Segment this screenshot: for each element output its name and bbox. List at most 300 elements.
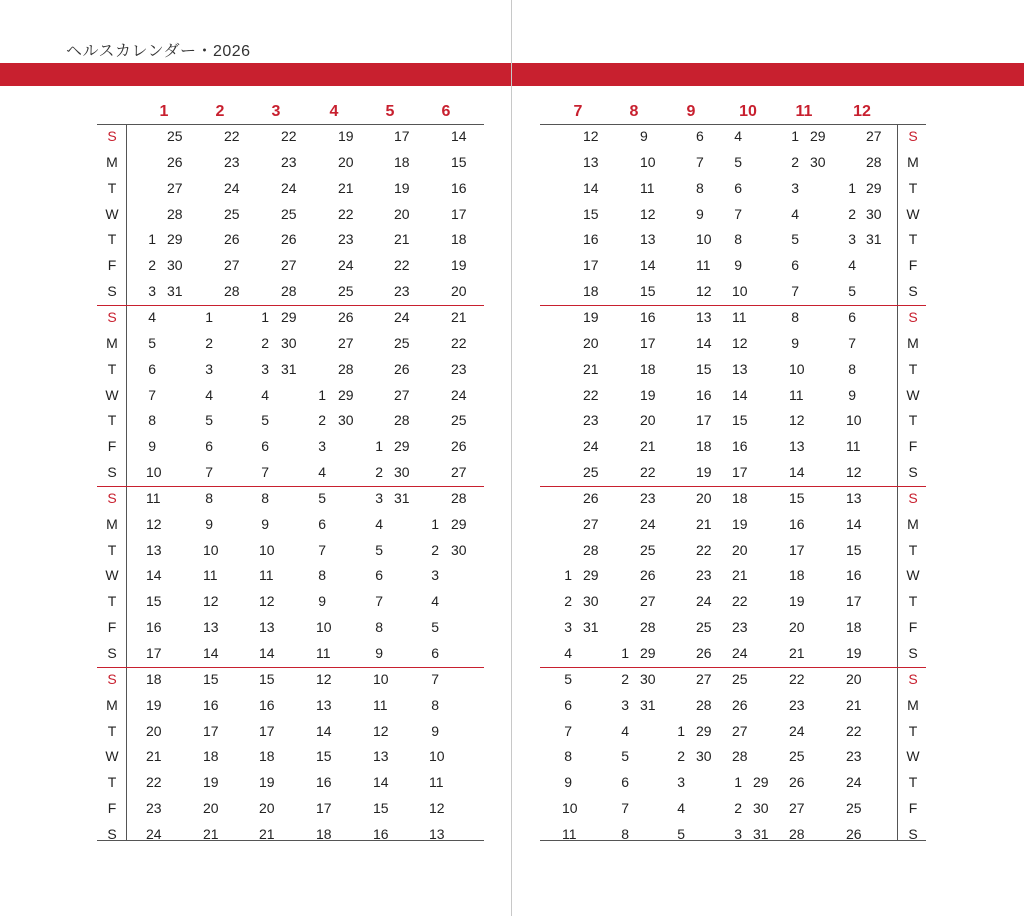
day-cell: 17 xyxy=(259,722,275,739)
day-cell: 23 xyxy=(338,231,354,248)
day-cell: 17 xyxy=(203,722,219,739)
day-cell: 30 xyxy=(583,593,599,610)
weekday-label: W xyxy=(906,567,920,584)
day-cell: 12 xyxy=(146,515,162,532)
day-cell: 14 xyxy=(259,645,275,661)
day-cell: 17 xyxy=(451,205,467,222)
day-cell: 30 xyxy=(866,205,882,222)
day-cell: 9 xyxy=(791,334,799,351)
day-cell: 13 xyxy=(696,308,712,325)
day-cell: 3 xyxy=(431,567,439,584)
day-cell: 28 xyxy=(167,205,183,222)
day-cell: 16 xyxy=(732,438,748,455)
day-cell: 11 xyxy=(203,567,218,584)
day-cell: 13 xyxy=(846,489,862,506)
day-cell: 27 xyxy=(224,257,240,274)
day-cell: 11 xyxy=(696,257,711,274)
weekday-label: S xyxy=(107,825,117,842)
day-cell: 17 xyxy=(732,464,748,481)
day-cell: 9 xyxy=(261,515,269,532)
month-header: 4 xyxy=(329,103,339,120)
day-cell: 18 xyxy=(203,748,219,765)
day-cell: 29 xyxy=(451,515,467,532)
day-cell: 5 xyxy=(148,334,156,351)
month-header: 7 xyxy=(573,103,583,120)
day-cell: 16 xyxy=(640,308,656,325)
day-cell: 19 xyxy=(146,696,162,713)
day-cell: 19 xyxy=(696,464,712,481)
day-cell: 19 xyxy=(732,515,748,532)
weekday-label: T xyxy=(908,360,918,377)
day-cell: 16 xyxy=(259,696,275,713)
week-separator xyxy=(540,486,926,487)
day-cell: 3 xyxy=(148,283,156,300)
day-cell: 20 xyxy=(203,800,219,817)
day-cell: 19 xyxy=(583,308,599,325)
day-cell: 21 xyxy=(789,645,805,661)
day-cell: 5 xyxy=(375,541,383,558)
day-cell: 21 xyxy=(640,438,656,455)
day-cell: 8 xyxy=(148,412,156,429)
day-cell: 26 xyxy=(696,645,712,661)
day-cell: 4 xyxy=(431,593,439,610)
day-cell: 18 xyxy=(640,360,656,377)
day-cell: 25 xyxy=(394,334,410,351)
day-cell: 25 xyxy=(281,205,297,222)
weekday-label: F xyxy=(107,800,117,817)
day-cell: 16 xyxy=(583,231,599,248)
day-cell: 15 xyxy=(732,412,748,429)
day-cell: 4 xyxy=(375,515,383,532)
day-cell: 4 xyxy=(848,257,856,274)
day-cell: 14 xyxy=(373,774,389,791)
day-cell: 4 xyxy=(677,800,685,817)
day-cell: 8 xyxy=(564,748,572,765)
day-cell: 14 xyxy=(732,386,748,403)
day-cell: 28 xyxy=(281,283,297,300)
weekday-label: T xyxy=(107,541,117,558)
day-cell: 22 xyxy=(640,464,656,481)
day-cell: 14 xyxy=(696,334,712,351)
month-header: 5 xyxy=(385,103,395,120)
day-cell: 31 xyxy=(167,283,183,300)
day-cell: 6 xyxy=(848,308,856,325)
day-cell: 28 xyxy=(583,541,599,558)
day-cell: 27 xyxy=(167,179,183,196)
day-cell: 5 xyxy=(205,412,213,429)
day-cell: 13 xyxy=(316,696,332,713)
month-header: 11 xyxy=(795,103,813,120)
day-cell: 15 xyxy=(316,748,332,765)
day-cell: 1 xyxy=(734,774,742,791)
day-cell: 25 xyxy=(583,464,599,481)
day-cell: 29 xyxy=(866,179,882,196)
day-cell: 2 xyxy=(205,334,213,351)
month-header: 6 xyxy=(441,103,451,120)
day-cell: 18 xyxy=(394,153,410,170)
weekday-label: S xyxy=(107,128,117,144)
weekday-label: S xyxy=(908,645,918,661)
day-cell: 6 xyxy=(375,567,383,584)
day-cell: 7 xyxy=(261,464,269,481)
day-cell: 10 xyxy=(146,464,162,481)
day-cell: 17 xyxy=(583,257,599,274)
day-cell: 23 xyxy=(732,619,748,636)
day-cell: 13 xyxy=(203,619,219,636)
day-cell: 4 xyxy=(791,205,799,222)
weekday-label: F xyxy=(908,800,918,817)
weekday-label: W xyxy=(906,205,920,222)
day-cell: 2 xyxy=(261,334,269,351)
day-cell: 21 xyxy=(338,179,354,196)
day-cell: 1 xyxy=(677,722,685,739)
day-cell: 12 xyxy=(696,283,712,300)
day-cell: 9 xyxy=(848,386,856,403)
day-cell: 8 xyxy=(791,308,799,325)
weekday-label: S xyxy=(107,489,117,506)
day-cell: 27 xyxy=(866,128,882,144)
day-cell: 3 xyxy=(375,489,383,506)
weekday-label: T xyxy=(908,179,918,196)
day-cell: 19 xyxy=(338,128,354,144)
weekday-label: M xyxy=(106,696,118,713)
day-cell: 1 xyxy=(148,231,156,248)
day-cell: 22 xyxy=(338,205,354,222)
weekday-label: T xyxy=(107,412,117,429)
day-cell: 2 xyxy=(375,464,383,481)
day-cell: 8 xyxy=(734,231,742,248)
weekday-label: M xyxy=(907,696,919,713)
day-cell: 2 xyxy=(431,541,439,558)
day-cell: 15 xyxy=(846,541,862,558)
day-cell: 8 xyxy=(205,489,213,506)
day-cell: 7 xyxy=(696,153,704,170)
day-cell: 30 xyxy=(338,412,354,429)
day-cell: 18 xyxy=(583,283,599,300)
day-cell: 21 xyxy=(394,231,410,248)
day-cell: 11 xyxy=(732,308,747,325)
month-header: 9 xyxy=(686,103,696,120)
day-cell: 9 xyxy=(564,774,572,791)
day-cell: 27 xyxy=(789,800,805,817)
day-cell: 11 xyxy=(789,386,804,403)
day-cell: 27 xyxy=(583,515,599,532)
day-cell: 26 xyxy=(846,825,862,842)
day-cell: 4 xyxy=(318,464,326,481)
day-cell: 11 xyxy=(640,179,655,196)
day-cell: 11 xyxy=(562,825,577,842)
day-cell: 13 xyxy=(146,541,162,558)
day-cell: 20 xyxy=(696,489,712,506)
day-cell: 24 xyxy=(281,179,297,196)
day-cell: 7 xyxy=(375,593,383,610)
day-cell: 22 xyxy=(146,774,162,791)
day-cell: 28 xyxy=(789,825,805,842)
day-cell: 20 xyxy=(732,541,748,558)
day-cell: 22 xyxy=(224,128,240,144)
weekday-label: T xyxy=(908,412,918,429)
weekday-label: M xyxy=(106,515,118,532)
day-cell: 25 xyxy=(789,748,805,765)
day-cell: 5 xyxy=(677,825,685,842)
day-cell: 10 xyxy=(846,412,862,429)
day-cell: 28 xyxy=(866,153,882,170)
day-cell: 1 xyxy=(848,179,856,196)
day-cell: 15 xyxy=(203,670,219,687)
day-cell: 18 xyxy=(146,670,162,687)
day-cell: 31 xyxy=(281,360,297,377)
day-cell: 7 xyxy=(318,541,326,558)
weekday-label: S xyxy=(908,308,918,325)
day-cell: 26 xyxy=(338,308,354,325)
day-cell: 6 xyxy=(564,696,572,713)
day-cell: 11 xyxy=(373,696,388,713)
day-cell: 31 xyxy=(583,619,599,636)
day-cell: 15 xyxy=(789,489,805,506)
day-cell: 7 xyxy=(791,283,799,300)
day-cell: 30 xyxy=(451,541,467,558)
weekday-label: M xyxy=(106,334,118,351)
weekday-label: W xyxy=(105,205,119,222)
weekday-label: W xyxy=(105,386,119,403)
day-cell: 14 xyxy=(789,464,805,481)
day-cell: 14 xyxy=(203,645,219,661)
day-cell: 12 xyxy=(789,412,805,429)
day-cell: 29 xyxy=(394,438,410,455)
day-cell: 19 xyxy=(203,774,219,791)
day-cell: 1 xyxy=(431,515,439,532)
day-cell: 7 xyxy=(431,670,439,687)
day-cell: 10 xyxy=(640,153,656,170)
day-cell: 3 xyxy=(318,438,326,455)
weekday-label: W xyxy=(906,386,920,403)
day-cell: 17 xyxy=(696,412,712,429)
day-cell: 8 xyxy=(848,360,856,377)
day-cell: 30 xyxy=(696,748,712,765)
day-cell: 22 xyxy=(846,722,862,739)
day-cell: 18 xyxy=(696,438,712,455)
day-cell: 15 xyxy=(373,800,389,817)
day-cell: 24 xyxy=(640,515,656,532)
day-cell: 25 xyxy=(732,670,748,687)
day-cell: 26 xyxy=(394,360,410,377)
day-cell: 10 xyxy=(316,619,332,636)
day-cell: 30 xyxy=(394,464,410,481)
day-cell: 21 xyxy=(732,567,748,584)
day-cell: 25 xyxy=(167,128,183,144)
day-cell: 16 xyxy=(696,386,712,403)
day-cell: 13 xyxy=(732,360,748,377)
day-cell: 15 xyxy=(640,283,656,300)
day-cell: 26 xyxy=(583,489,599,506)
day-cell: 12 xyxy=(203,593,219,610)
day-cell: 23 xyxy=(846,748,862,765)
day-cell: 24 xyxy=(224,179,240,196)
day-cell: 25 xyxy=(846,800,862,817)
day-cell: 5 xyxy=(318,489,326,506)
day-cell: 1 xyxy=(621,645,629,661)
day-cell: 29 xyxy=(810,128,826,144)
day-cell: 21 xyxy=(846,696,862,713)
day-cell: 20 xyxy=(338,153,354,170)
day-cell: 23 xyxy=(789,696,805,713)
day-cell: 6 xyxy=(205,438,213,455)
weekday-label: S xyxy=(908,670,918,687)
day-cell: 14 xyxy=(451,128,467,144)
day-cell: 16 xyxy=(846,567,862,584)
day-cell: 9 xyxy=(640,128,648,144)
day-cell: 8 xyxy=(318,567,326,584)
day-cell: 23 xyxy=(281,153,297,170)
day-cell: 24 xyxy=(789,722,805,739)
day-cell: 24 xyxy=(146,825,162,842)
day-cell: 30 xyxy=(281,334,297,351)
day-cell: 7 xyxy=(205,464,213,481)
day-cell: 29 xyxy=(281,308,297,325)
day-cell: 29 xyxy=(167,231,183,248)
month-header: 12 xyxy=(853,103,871,120)
weekday-label: W xyxy=(105,748,119,765)
day-cell: 9 xyxy=(734,257,742,274)
day-cell: 18 xyxy=(732,489,748,506)
day-cell: 5 xyxy=(791,231,799,248)
weekday-label: T xyxy=(107,722,117,739)
weekday-label: S xyxy=(908,128,918,144)
day-cell: 16 xyxy=(789,515,805,532)
day-cell: 9 xyxy=(318,593,326,610)
day-cell: 2 xyxy=(148,257,156,274)
month-header: 8 xyxy=(629,103,639,120)
table-top-rule xyxy=(540,124,926,125)
day-cell: 28 xyxy=(696,696,712,713)
day-cell: 24 xyxy=(696,593,712,610)
day-cell: 11 xyxy=(846,438,861,455)
month-header: 2 xyxy=(215,103,225,120)
day-cell: 27 xyxy=(451,464,467,481)
weekday-label: M xyxy=(106,153,118,170)
day-cell: 22 xyxy=(732,593,748,610)
day-cell: 29 xyxy=(338,386,354,403)
weekday-label: T xyxy=(107,774,117,791)
day-cell: 6 xyxy=(148,360,156,377)
day-cell: 22 xyxy=(451,334,467,351)
day-cell: 26 xyxy=(732,696,748,713)
day-cell: 26 xyxy=(789,774,805,791)
weekday-label: W xyxy=(906,748,920,765)
day-cell: 25 xyxy=(224,205,240,222)
day-cell: 30 xyxy=(753,800,769,817)
day-cell: 10 xyxy=(259,541,275,558)
day-cell: 21 xyxy=(203,825,219,842)
day-cell: 26 xyxy=(167,153,183,170)
day-cell: 12 xyxy=(373,722,389,739)
day-cell: 11 xyxy=(259,567,274,584)
day-cell: 19 xyxy=(789,593,805,610)
day-cell: 25 xyxy=(338,283,354,300)
day-cell: 24 xyxy=(451,386,467,403)
day-cell: 17 xyxy=(846,593,862,610)
day-cell: 1 xyxy=(318,386,326,403)
day-cell: 19 xyxy=(259,774,275,791)
day-cell: 23 xyxy=(146,800,162,817)
weekday-label: S xyxy=(107,464,117,481)
day-cell: 30 xyxy=(810,153,826,170)
day-cell: 20 xyxy=(789,619,805,636)
day-cell: 8 xyxy=(621,825,629,842)
weekday-label: F xyxy=(107,257,117,274)
weekday-label: T xyxy=(908,722,918,739)
day-cell: 3 xyxy=(261,360,269,377)
day-cell: 13 xyxy=(429,825,445,842)
month-header: 3 xyxy=(271,103,281,120)
day-cell: 4 xyxy=(148,308,156,325)
day-cell: 20 xyxy=(146,722,162,739)
day-cell: 24 xyxy=(338,257,354,274)
day-cell: 9 xyxy=(148,438,156,455)
day-cell: 2 xyxy=(791,153,799,170)
day-cell: 6 xyxy=(261,438,269,455)
day-cell: 26 xyxy=(281,231,297,248)
day-cell: 31 xyxy=(753,825,769,842)
day-cell: 24 xyxy=(583,438,599,455)
day-cell: 3 xyxy=(564,619,572,636)
day-cell: 13 xyxy=(259,619,275,636)
day-cell: 19 xyxy=(394,179,410,196)
day-cell: 12 xyxy=(846,464,862,481)
day-cell: 12 xyxy=(259,593,275,610)
weekday-label: T xyxy=(908,231,918,248)
day-cell: 5 xyxy=(734,153,742,170)
day-cell: 2 xyxy=(734,800,742,817)
day-cell: 8 xyxy=(431,696,439,713)
day-cell: 3 xyxy=(205,360,213,377)
day-cell: 18 xyxy=(259,748,275,765)
day-cell: 24 xyxy=(846,774,862,791)
weekday-label: S xyxy=(908,825,918,842)
day-cell: 16 xyxy=(146,619,162,636)
day-cell: 7 xyxy=(564,722,572,739)
day-cell: 16 xyxy=(316,774,332,791)
day-cell: 6 xyxy=(318,515,326,532)
day-cell: 20 xyxy=(394,205,410,222)
day-cell: 20 xyxy=(583,334,599,351)
day-cell: 4 xyxy=(621,722,629,739)
day-cell: 7 xyxy=(734,205,742,222)
day-cell: 3 xyxy=(621,696,629,713)
day-cell: 6 xyxy=(621,774,629,791)
day-cell: 21 xyxy=(696,515,712,532)
day-cell: 21 xyxy=(259,825,275,842)
day-cell: 2 xyxy=(621,670,629,687)
day-cell: 23 xyxy=(583,412,599,429)
day-cell: 28 xyxy=(640,619,656,636)
day-cell: 5 xyxy=(848,283,856,300)
day-cell: 29 xyxy=(753,774,769,791)
day-cell: 26 xyxy=(640,567,656,584)
day-cell: 10 xyxy=(732,283,748,300)
weekday-label: S xyxy=(107,645,117,661)
day-cell: 29 xyxy=(640,645,656,661)
day-cell: 9 xyxy=(431,722,439,739)
day-cell: 20 xyxy=(451,283,467,300)
day-cell: 6 xyxy=(791,257,799,274)
day-cell: 23 xyxy=(394,283,410,300)
day-cell: 12 xyxy=(583,128,599,144)
day-cell: 26 xyxy=(451,438,467,455)
day-cell: 16 xyxy=(373,825,389,842)
day-cell: 27 xyxy=(640,593,656,610)
day-cell: 22 xyxy=(394,257,410,274)
